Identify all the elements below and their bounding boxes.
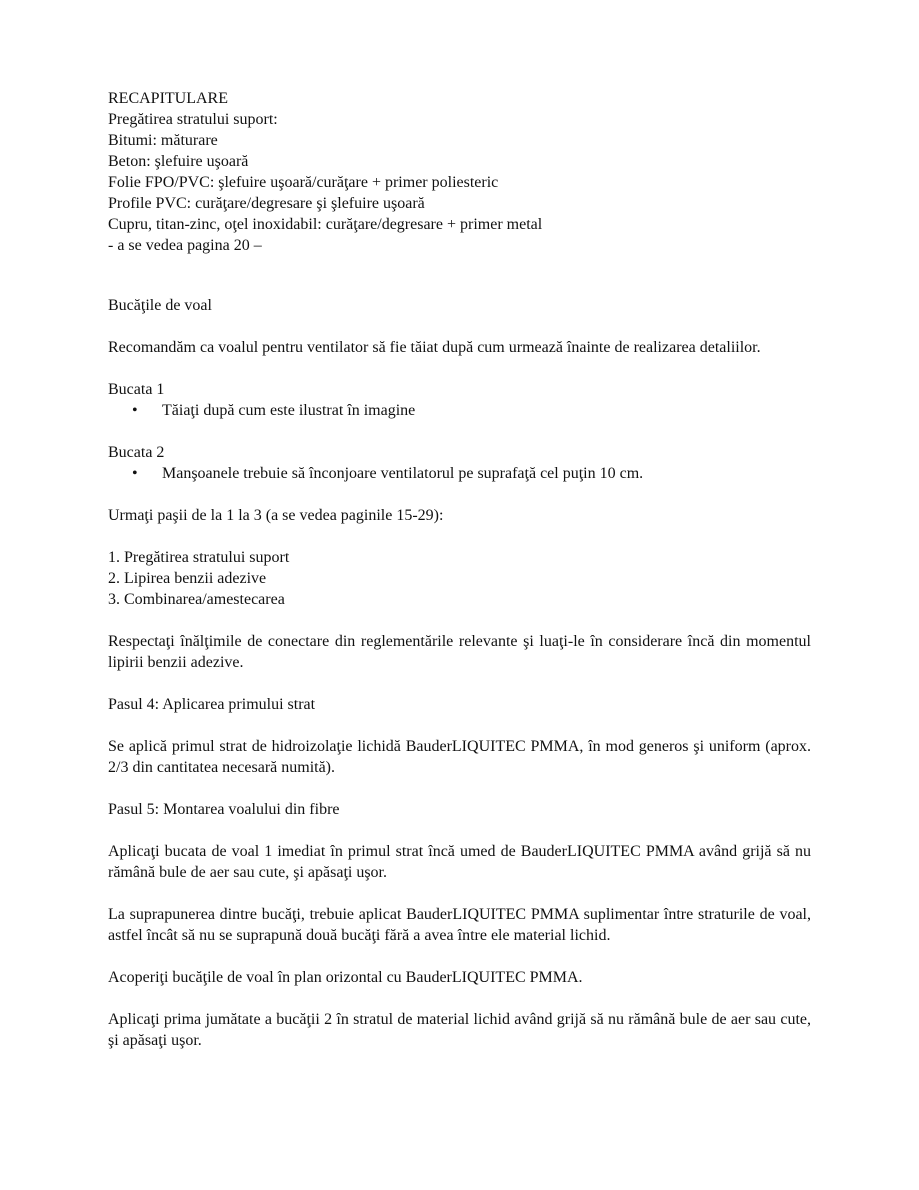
piece-1-text: Tăiaţi după cum este ilustrat în imagine bbox=[162, 402, 416, 419]
summary-line: Bitumi: măturare bbox=[108, 132, 218, 149]
step-item: 2. Lipirea benzii adezive bbox=[108, 570, 267, 587]
piece-1 bbox=[108, 379, 811, 421]
steps-list bbox=[108, 547, 811, 610]
step-5-paragraph: Aplicaţi bucata de voal 1 imediat în primul strat încă umed de BauderLIQUITEC PMMA având grijă să nu rămână bule de aer sau cute, şi apăsaţi uşor. bbox=[108, 843, 811, 881]
pieces-heading: Bucăţile de voal bbox=[108, 297, 212, 314]
summary-line: Cupru, titan-zinc, oţel inoxidabil: curăţare/degresare + primer metal bbox=[108, 216, 543, 233]
pieces-intro: Recomandăm ca voalul pentru ventilator să fie tăiat după cum urmează înainte de realizarea detaliilor. bbox=[108, 339, 761, 356]
summary-page-ref: - a se vedea pagina 20 – bbox=[108, 237, 262, 254]
bullet-item bbox=[108, 400, 811, 421]
summary-line: Folie FPO/PVC: şlefuire uşoară/curăţare + primer poliesteric bbox=[108, 174, 499, 191]
step-item: 3. Combinarea/amestecarea bbox=[108, 591, 285, 608]
step-5-paragraph: Aplicaţi prima jumătate a bucăţii 2 în stratul de material lichid având grijă să nu rămână bule de aer sau cute, şi apăsaţi uşor. bbox=[108, 1011, 811, 1049]
summary-title: RECAPITULARE bbox=[108, 90, 228, 107]
step-5-heading: Pasul 5: Montarea voalului din fibre bbox=[108, 801, 340, 818]
summary-line: Pregătirea stratului suport: bbox=[108, 111, 278, 128]
piece-2-label: Bucata 2 bbox=[108, 444, 165, 461]
step-4-heading: Pasul 4: Aplicarea primului strat bbox=[108, 696, 316, 713]
summary-line: Profile PVC: curăţare/degresare şi şlefuire uşoară bbox=[108, 195, 425, 212]
bullet-icon: • bbox=[132, 402, 138, 419]
summary-section bbox=[108, 88, 811, 256]
piece-1-label: Bucata 1 bbox=[108, 381, 165, 398]
summary-line: Beton: şlefuire uşoară bbox=[108, 153, 249, 170]
step-item: 1. Pregătirea stratului suport bbox=[108, 549, 290, 566]
step-4-text: Se aplică primul strat de hidroizolaţie lichidă BauderLIQUITEC PMMA, în mod generos şi uniform (aprox. 2/3 din cantitatea necesară numită). bbox=[108, 738, 811, 776]
steps-note: Respectaţi înălţimile de conectare din reglementările relevante şi luaţi-le în considerare încă din momentul lipirii benzii adezive. bbox=[108, 633, 811, 671]
piece-2 bbox=[108, 442, 811, 484]
step-5-paragraph: La suprapunerea dintre bucăţi, trebuie aplicat BauderLIQUITEC PMMA suplimentar între straturile de voal, astfel încât să nu se suprapună două bucăţi fără a avea între ele material lichid. bbox=[108, 906, 811, 944]
bullet-item bbox=[108, 463, 811, 484]
document-page bbox=[108, 88, 811, 1072]
step-5-paragraph: Acoperiţi bucăţile de voal în plan orizontal cu BauderLIQUITEC PMMA. bbox=[108, 969, 583, 986]
piece-2-text: Manşoanele trebuie să înconjoare ventilatorul pe suprafaţă cel puţin 10 cm. bbox=[162, 465, 644, 482]
bullet-icon: • bbox=[132, 465, 138, 482]
steps-intro: Urmaţi paşii de la 1 la 3 (a se vedea paginile 15-29): bbox=[108, 507, 444, 524]
